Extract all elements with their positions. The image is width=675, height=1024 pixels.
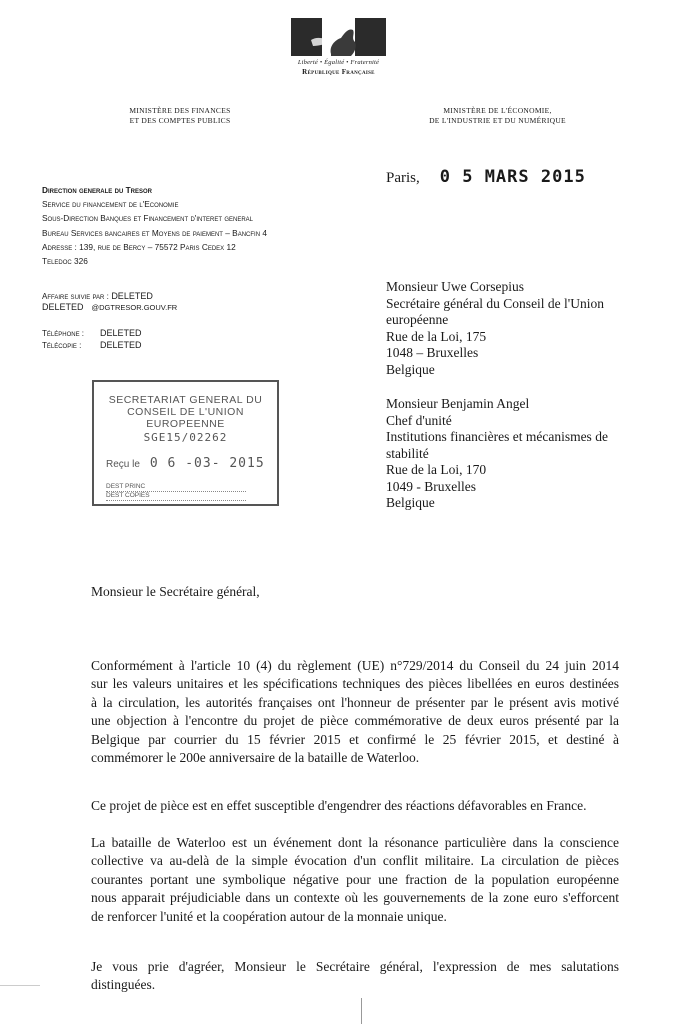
paragraph-line: sur les valeurs unitaires et les spécifications techniques des pièces libellées en euros destinées (91, 676, 619, 692)
paragraph-reactions (91, 797, 619, 815)
stamp-dest-principal: DEST PRINC (106, 483, 246, 492)
letter-date (386, 167, 586, 187)
paragraph-line: La bataille de Waterloo est un événement dont la résonance particulière dans la conscience (91, 835, 619, 850)
sender-line: Direction generale du Tresor (42, 185, 152, 195)
stamp-recu-label: Reçu le (106, 459, 140, 470)
stamp-line-2: CONSEIL DE L'UNION EUROPEENNE (127, 406, 244, 430)
recipient-address-1 (386, 279, 646, 378)
paragraph-line: de renforcer l'unité et la coopération autour de la monnaie unique. (91, 908, 447, 924)
paragraph-line: une objection à l'encontre du projet de pièce commémorative de deux euros présenté par la (91, 713, 619, 729)
recipient-line: Rue de la Loi, 175 (386, 328, 487, 344)
sender-line: Bureau Services bancaires et Moyens de paiement – Bancfin 4 (42, 227, 267, 238)
sender-line: Sous-Direction Banques et Financement d'interet general (42, 213, 254, 224)
recipient-line: stabilité (386, 445, 429, 461)
marianne-logo (291, 18, 386, 76)
sender-block (42, 183, 342, 268)
reception-stamp (92, 380, 279, 506)
recipient-line: Chef d'unité (386, 412, 452, 428)
telephone-label: Téléphone : (42, 329, 85, 338)
stamp-dest-copies: DEST COPIES (106, 492, 246, 501)
paragraph-line: à la circulation, les autorités françaises ont l'honneur de présenter par le présent avis motivé (91, 694, 619, 710)
paragraph-line: Ce projet de pièce est en effet susceptible d'engendrer des réactions défavorables en France. (91, 798, 587, 813)
recipient-line: Belgique (386, 495, 435, 510)
ministry-left-line-2: ET DES COMPTES PUBLICS (129, 116, 231, 125)
affaire-label: Affaire suivie par : (42, 292, 109, 301)
ministry-right-line-2: DE L'INDUSTRIE ET DU NUMÉRIQUE (429, 116, 566, 125)
sender-line: Adresse : 139, rue de Bercy – 75572 Paris Cedex 12 (42, 241, 236, 252)
recipient-line: 1048 – Bruxelles (386, 345, 479, 360)
paragraph-line: collective va au-delà de la simple évocation d'un conflit militaire. La circulation de pièces (91, 853, 619, 869)
paragraph-waterloo (91, 834, 619, 926)
ministry-economie (405, 106, 590, 126)
recipient-address-2 (386, 396, 646, 512)
recipient-line: Rue de la Loi, 170 (386, 462, 487, 477)
sender-line: Service du financement de l'Economie (42, 199, 179, 210)
paragraph-line: Belgique par courrier du 15 février 2015 et confirmé le 25 février 2015, et destiné à (91, 731, 619, 747)
telecopie-label: Télécopie : (42, 340, 82, 350)
republic-text: République Française (302, 68, 375, 76)
recipient-line: européenne (386, 312, 449, 327)
paragraph-objection (91, 657, 619, 767)
ministry-left-line-1: MINISTÈRE DES FINANCES (129, 106, 231, 115)
ministry-finances (95, 106, 265, 126)
paragraph-line: distinguées. (91, 977, 156, 993)
recipient-line: Monsieur Benjamin Angel (386, 396, 530, 411)
stamp-line-1: SECRETARIAT GENERAL DU (108, 394, 263, 406)
recipient-line: Institutions financières et mécanismes de (386, 429, 608, 444)
paragraph-line: nous apparait préjudiciable dans un contexte où les gouvernements de la zone euro s'efforcent (91, 890, 619, 906)
recipient-line: Monsieur Uwe Corsepius (386, 279, 524, 294)
affaire-suivie (42, 291, 177, 313)
stamp-reference: SGE15/02262 (143, 431, 228, 444)
salutation: Monsieur le Secrétaire général, (91, 584, 260, 599)
paragraph-line: Conformément à l'article 10 (4) du règlement (UE) n°729/2014 du Conseil du 24 juin 2014 (91, 658, 619, 673)
phone-block (42, 328, 142, 351)
sender-line: Teledoc 326 (42, 256, 88, 267)
recipient-line: 1049 - Bruxelles (386, 478, 476, 494)
affaire-value: DELETED (111, 291, 153, 301)
telecopie-value: DELETED (100, 339, 142, 350)
date-city: Paris, (386, 170, 420, 186)
paragraph-line: courantes portant une symbolique négative pour une fraction de la population européenne (91, 871, 619, 887)
recipient-line: Belgique (386, 361, 435, 377)
recipient-line: Secrétaire général du Conseil de l'Union (386, 295, 604, 311)
marianne-emblem-icon (291, 18, 386, 56)
ministry-right-line-1: MINISTÈRE DE L'ÉCONOMIE, (443, 106, 552, 115)
stamp-recu-date: 0 6 -03- 2015 (149, 456, 265, 471)
fold-mark (361, 998, 362, 1024)
motto-text: Liberté • Égalité • Fraternité (297, 59, 380, 66)
scan-edge (0, 985, 40, 986)
paragraph-line: commémorer le 200e anniversaire de la bataille de Waterloo. (91, 750, 420, 766)
telephone-value: DELETED (100, 328, 142, 338)
email-domain: @DGTRESOR.GOUV.FR (91, 303, 178, 312)
email-name: DELETED (42, 302, 84, 312)
paragraph-line: Je vous prie d'agréer, Monsieur le Secrétaire général, l'expression de mes salutations (91, 959, 619, 974)
paragraph-closing (91, 958, 619, 995)
date-stamp: 0 5 MARS 2015 (439, 167, 586, 187)
